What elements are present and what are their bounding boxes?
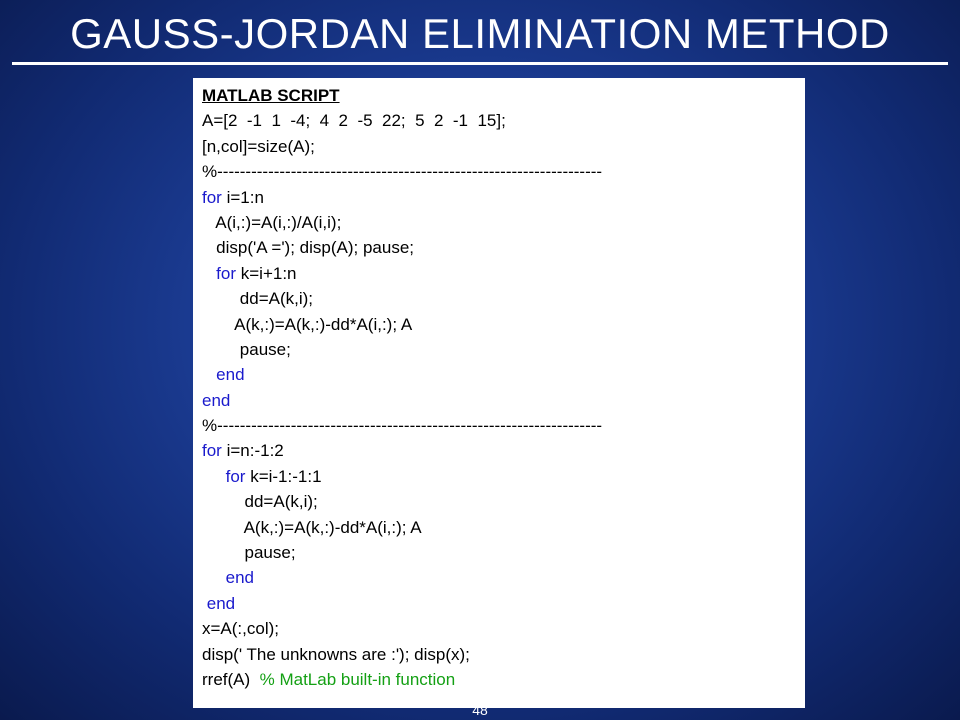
code-line <box>202 108 602 133</box>
code-text: pause; <box>239 339 291 359</box>
code-text: pause; <box>244 543 296 563</box>
code-text: dd=A(k,i); <box>239 289 314 309</box>
code-line <box>202 235 602 260</box>
code-comment: % MatLab built-in function <box>259 669 456 689</box>
code-text: x=A(:,col); <box>202 619 279 639</box>
code-text: k=i+1:n <box>236 263 297 283</box>
code-text: dd=A(k,i); <box>244 492 318 512</box>
code-line <box>202 667 602 692</box>
code-keyword: end <box>206 593 236 613</box>
code-line <box>202 413 602 438</box>
code-text: i=n:-1:2 <box>221 441 284 461</box>
code-line <box>202 489 602 514</box>
code-text: disp('A ='); disp(A); pause; <box>216 238 415 258</box>
title-divider <box>12 62 948 65</box>
code-line <box>202 134 602 159</box>
code-text: %-------------------------------------------------------------------- <box>202 416 603 436</box>
code-line <box>202 185 602 210</box>
code-text: A(k,:)=A(k,:)-dd*A(i,:); A <box>243 517 422 537</box>
code-keyword: end <box>202 390 231 410</box>
code-keyword: end <box>216 365 245 385</box>
code-keyword: for <box>216 263 237 283</box>
code-indent <box>202 568 226 587</box>
code-keyword: end <box>225 568 254 588</box>
code-keyword: for <box>202 187 222 207</box>
code-line <box>202 540 602 565</box>
code-text: k=i-1:-1:1 <box>245 466 322 486</box>
code-indent <box>202 213 215 232</box>
code-text: [n,col]=size(A); <box>202 136 315 156</box>
code-indent <box>202 340 240 359</box>
code-text: %-------------------------------------------------------------------- <box>202 162 603 182</box>
code-indent <box>202 264 216 283</box>
code-line <box>202 286 602 311</box>
code-indent <box>202 315 234 334</box>
code-text: A(i,:)=A(i,:)/A(i,i); <box>215 212 342 232</box>
code-line <box>202 210 602 235</box>
code-line <box>202 261 602 286</box>
code-indent <box>202 543 245 562</box>
code-line <box>202 159 602 184</box>
code-text: rref(A) <box>202 669 260 689</box>
code-text: A(k,:)=A(k,:)-dd*A(i,:); A <box>234 314 413 334</box>
code-indent <box>202 467 226 486</box>
code-indent <box>202 238 216 257</box>
code-line <box>202 565 602 590</box>
code-keyword: for <box>202 441 222 461</box>
code-indent <box>202 518 244 537</box>
code-indent <box>202 365 216 384</box>
code-line <box>202 312 602 337</box>
code-listing <box>202 83 602 692</box>
code-text: A=[2 -1 1 -4; 4 2 -5 22; 5 2 -1 15]; <box>202 111 506 131</box>
code-line <box>202 515 602 540</box>
code-line <box>202 337 602 362</box>
code-panel <box>193 78 805 708</box>
code-line <box>202 438 602 463</box>
code-text: i=1:n <box>221 187 264 207</box>
code-line <box>202 591 602 616</box>
code-indent <box>202 289 240 308</box>
code-line <box>202 362 602 387</box>
code-keyword: for <box>225 466 246 486</box>
code-line <box>202 388 602 413</box>
code-line <box>202 642 602 667</box>
code-text: disp(' The unknowns are :'); disp(x); <box>202 644 470 664</box>
code-heading: MATLAB SCRIPT <box>202 86 340 105</box>
page-number: 48 <box>472 702 488 718</box>
code-line <box>202 464 602 489</box>
slide-title: GAUSS-JORDAN ELIMINATION METHOD <box>70 10 890 57</box>
code-line <box>202 616 602 641</box>
code-indent <box>202 492 245 511</box>
